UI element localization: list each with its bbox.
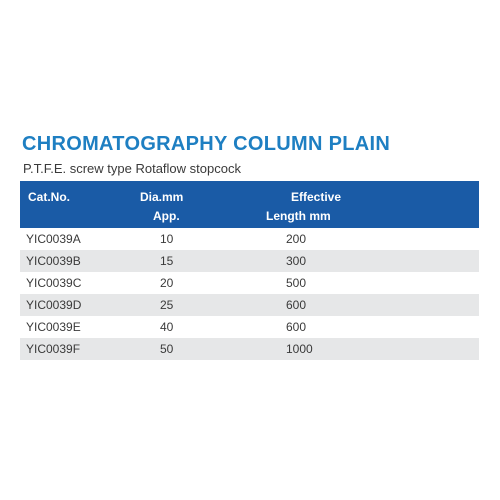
header-cat-no [20,181,138,228]
cell-length: 600 [286,320,307,334]
table-row [20,316,479,338]
cell-diameter: 20 [160,276,174,290]
table-header [20,181,479,228]
header-cat-no-label: Cat.No. [28,190,70,204]
header-diameter-line2: App. [153,209,180,223]
cell-cat-no: YIC0039F [26,342,81,356]
cell-length: 600 [286,298,307,312]
header-row [20,181,479,228]
cell-length: 200 [286,232,307,246]
page-title: CHROMATOGRAPHY COLUMN PLAIN [22,133,391,155]
cell-diameter: 50 [160,342,174,356]
header-length [266,181,479,228]
header-diameter-line1: Dia.mm [140,190,184,204]
cell-cat-no: YIC0039B [26,254,81,268]
specification-table [20,181,479,360]
cell-length: 300 [286,254,307,268]
cell-length: 500 [286,276,307,290]
table-row [20,250,479,272]
cell-cat-no: YIC0039C [26,276,82,290]
cell-diameter: 15 [160,254,174,268]
cell-cat-no: YIC0039A [26,232,81,246]
cell-length: 1000 [286,342,313,356]
cell-diameter: 40 [160,320,174,334]
table-row [20,338,479,360]
header-length-line1: Effective [291,190,342,204]
cell-diameter: 10 [160,232,174,246]
cell-diameter: 25 [160,298,174,312]
page-subtitle: P.T.F.E. screw type Rotaflow stopcock [23,161,241,176]
header-diameter [138,181,266,228]
table-row [20,228,479,250]
header-length-line2: Length mm [266,209,331,223]
cell-cat-no: YIC0039E [26,320,81,334]
table-row [20,294,479,316]
table-row [20,272,479,294]
table-body [20,228,479,360]
cell-cat-no: YIC0039D [26,298,82,312]
